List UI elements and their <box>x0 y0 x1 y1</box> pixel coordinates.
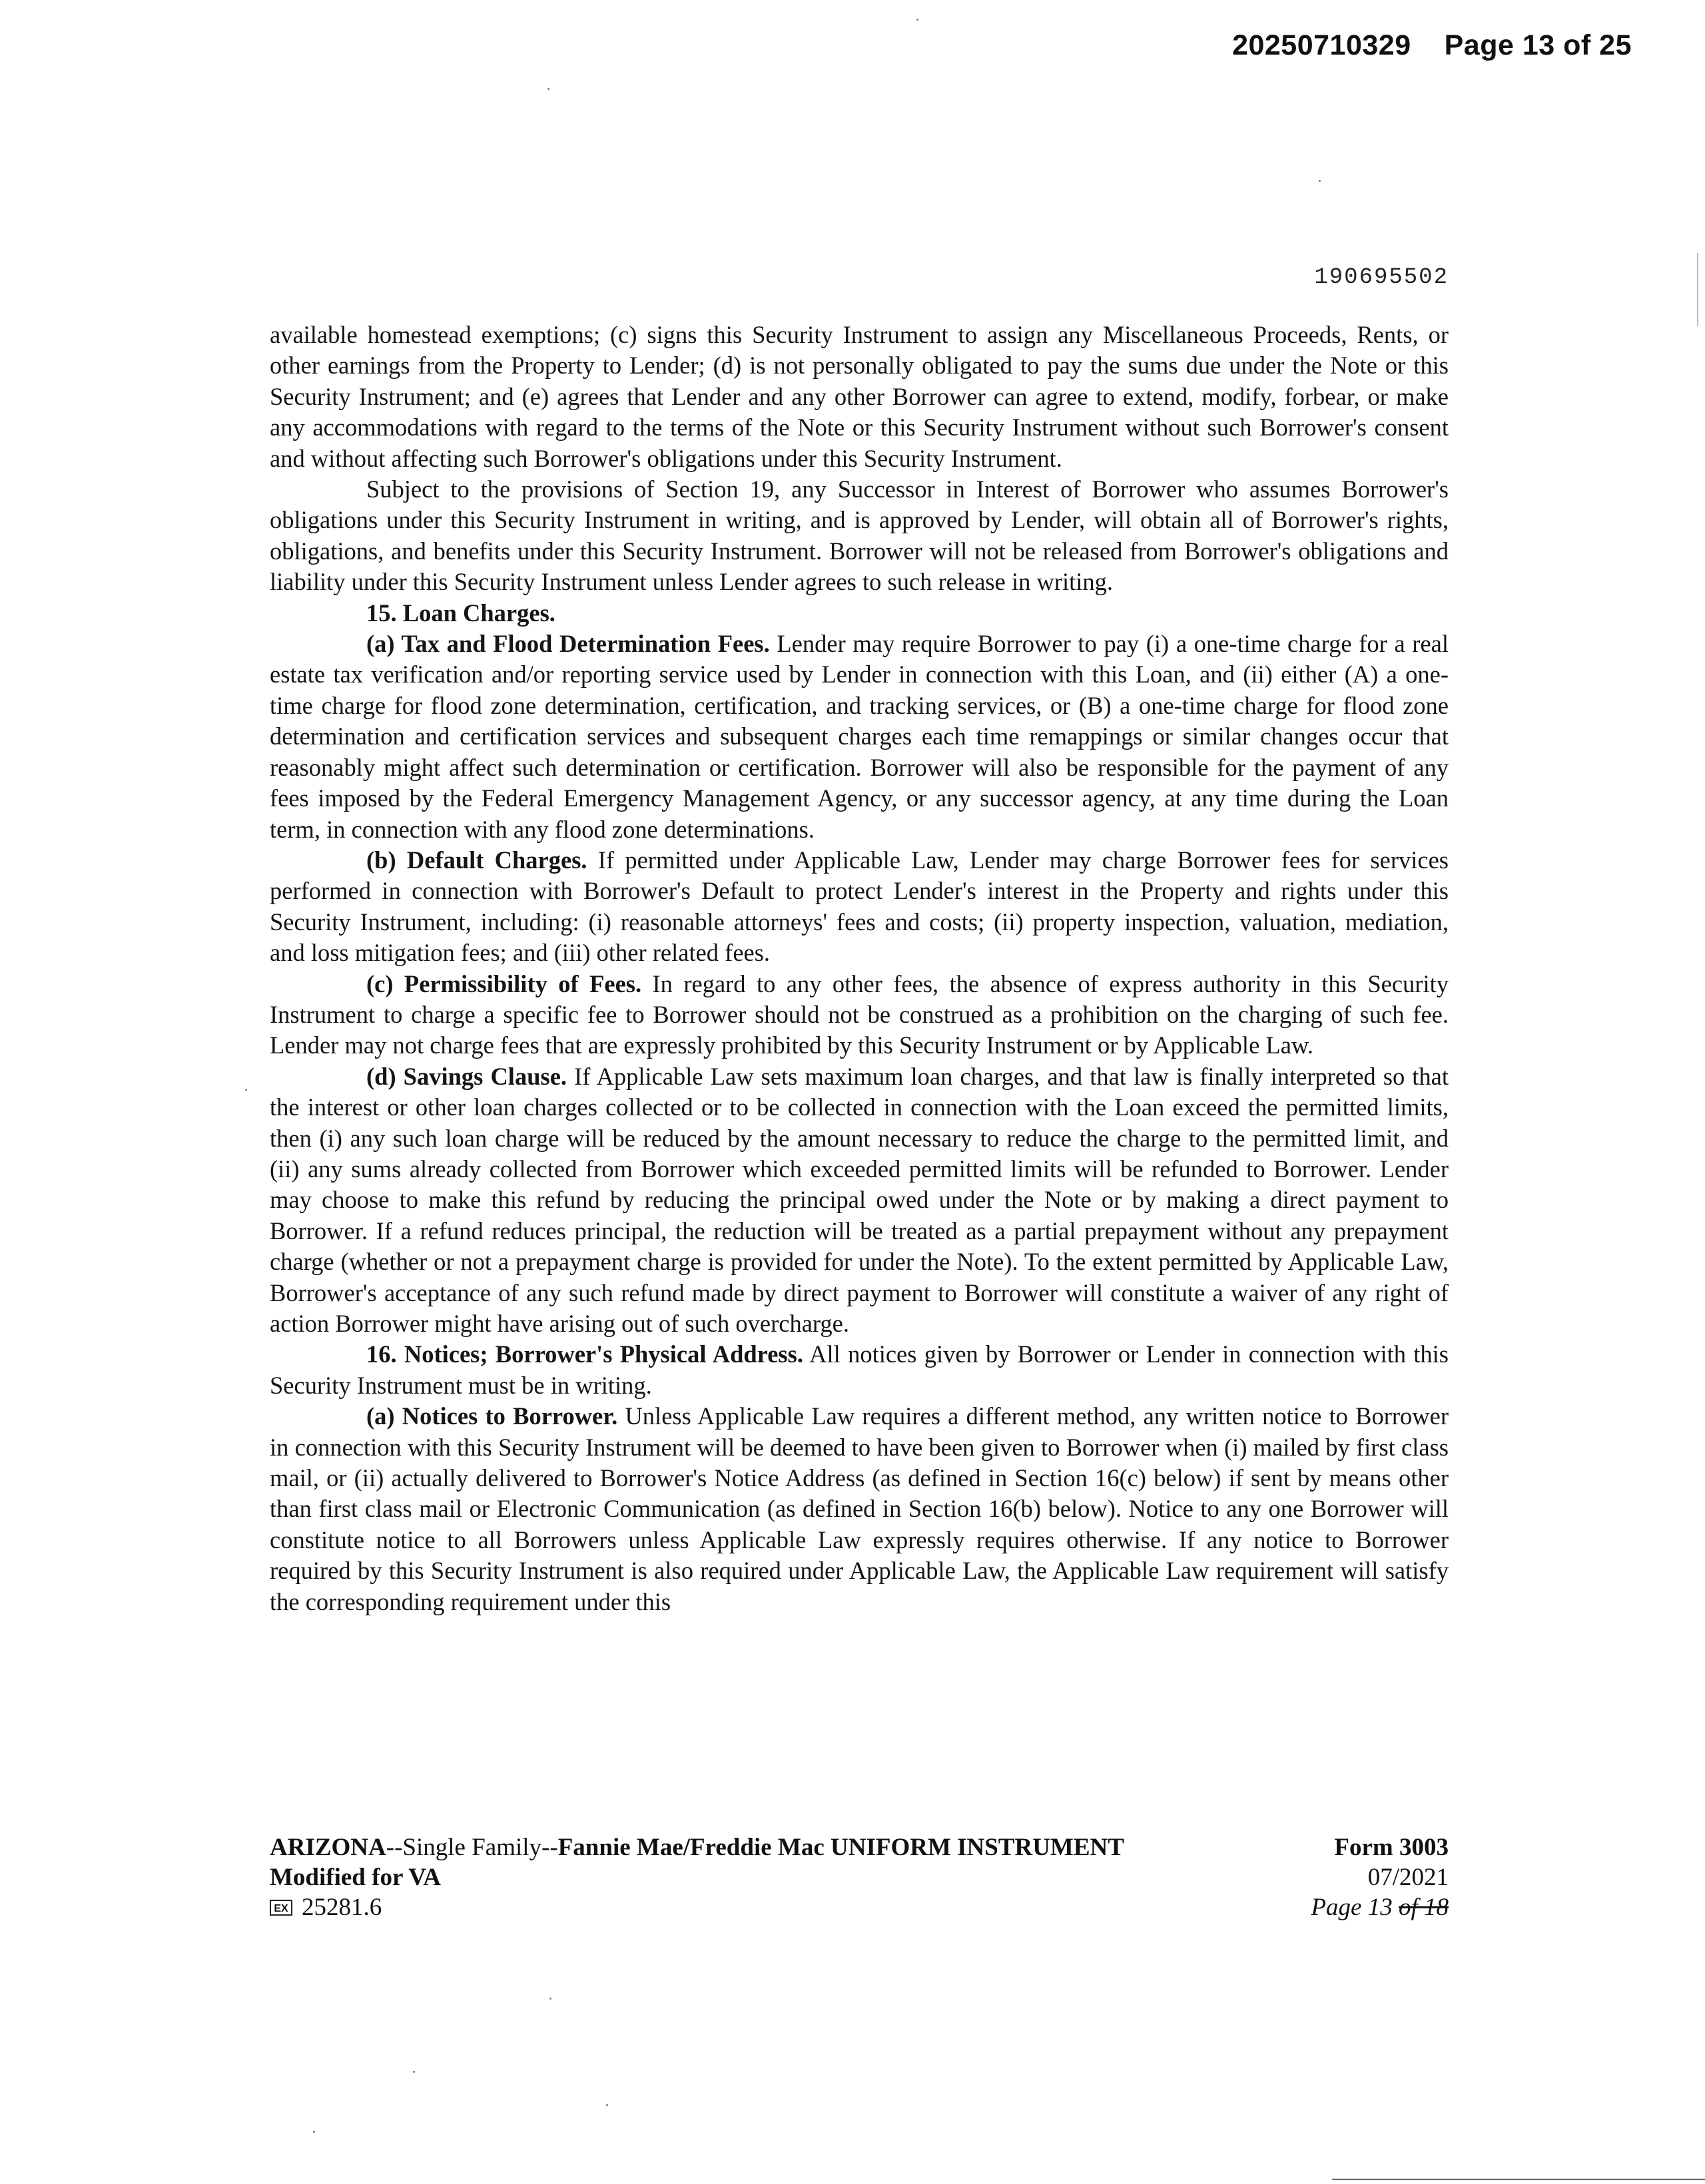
section-15-heading: 15. Loan Charges. <box>366 599 555 627</box>
section-15b-title: (b) Default Charges. <box>366 846 587 874</box>
footer-doc-code: 25281.6 <box>302 1894 382 1921</box>
section-15c-title: (c) Permissibility of Fees. <box>366 969 642 997</box>
footer-page-number: Page 13 of 18 <box>1311 1894 1449 1921</box>
footer-form-number: Form 3003 <box>1334 1834 1449 1861</box>
ellie-mae-logo-icon: EX <box>270 1900 292 1916</box>
section-15b <box>270 845 1449 969</box>
scan-edge-mark <box>1697 253 1698 326</box>
scan-speck <box>916 19 918 21</box>
section-16a <box>270 1401 1449 1617</box>
section-15d <box>270 1061 1449 1340</box>
scan-speck <box>549 1998 551 2000</box>
section-16-text: All notices given by Borrower or Lender in connection with this Security Instrument must be in writing. <box>270 1340 1449 1399</box>
section-15a <box>270 629 1449 845</box>
section-15a-title: (a) Tax and Flood Determination Fees. <box>366 630 770 658</box>
section-15a-text: Lender may require Borrower to pay (i) a one-time charge for a real estate tax verification and/or reporting service used by Lender in connection with this Loan, and (ii) either (A) a one-time charge for flood zone determination, certification, and tracking services, or (B) a one-time charge for flood zone determination and certification services and subsequent charges each time remappings or similar changes occur that reasonably might affect such determination or certification. Borrower will also be responsible for the payment of any fees imposed by the Federal Emergency Management Agency, or any successor agency, at any time during the Loan term, in connection with any flood zone determinations. <box>270 630 1449 843</box>
footer-doc-code-row <box>270 1892 1124 1922</box>
section-15c-text: In regard to any other fees, the absence of express authority in this Security Instrument to charge a specific fee to Borrower should not be construed as a prohibition on the charging of such fee. Lender may not charge fees that are expressly prohibited by this Security Instrument or by Applicable Law. <box>270 969 1449 1059</box>
scan-speck <box>606 2104 608 2106</box>
footer-instrument-title <box>270 1832 1124 1862</box>
section-16 <box>270 1339 1449 1401</box>
paragraph-continued: available homestead exemptions; (c) signs this Security Instrument to assign any Miscellaneous Proceeds, Rents, or other earnings from the Property to Lender; (d) is not personally obligated to pay the sums due under the Note or this Security Instrument; and (e) agrees that Lender and any other Borrower can agree to extend, modify, forbear, or make any accommodations with regard to the terms of the Note or this Security Instrument without such Borrower's consent and without affecting such Borrower's obligations under this Security Instrument. <box>270 321 1449 472</box>
section-16-title: 16. Notices; Borrower's Physical Address. <box>366 1340 803 1368</box>
section-15d-title: (d) Savings Clause. <box>366 1062 567 1090</box>
footer-state: ARIZONA <box>270 1834 386 1861</box>
loan-number: 190695502 <box>1314 265 1449 290</box>
footer-page-total-struck: of 18 <box>1398 1894 1449 1921</box>
recording-number: 20250710329 <box>1232 29 1411 61</box>
scan-bottom-rule <box>1332 2179 1705 2180</box>
section-16a-text: Unless Applicable Law requires a different method, any written notice to Borrower in connection with this Security Instrument will be deemed to have been given to Borrower when (i) mailed by first class mail, or (ii) actually delivered to Borrower's Notice Address (as defined in Section 16(c) below) if sent by means other than first class mail or Electronic Communication (as defined in Section 16(b) below). Notice to any one Borrower will constitute notice to all Borrowers unless Applicable Law expressly requires otherwise. If any notice to Borrower required by this Security Instrument is also required under Applicable Law, the Applicable Law requirement will satisfy the corresponding requirement under this <box>270 1402 1449 1615</box>
footer-family-type: --Single Family-- <box>386 1834 558 1861</box>
section-15d-text: If Applicable Law sets maximum loan charges, and that law is finally interpreted so that the interest or other loan charges collected or to be collected in connection with the Loan exceed the permitted limits, then (i) any such loan charge will be reduced by the amount necessary to reduce the charge to the permitted limit, and (ii) any sums already collected from Borrower which exceeded permitted limits will be refunded to Borrower. Lender may choose to make this refund by reducing the principal owed under the Note or by making a direct payment to Borrower. If a refund reduces principal, the reduction will be treated as a partial prepayment without any prepayment charge (whether or not a prepayment charge is provided for under the Note). To the extent permitted by Applicable Law, Borrower's acceptance of any such refund made by direct payment to Borrower will constitute a waiver of any right of action Borrower might have arising out of such overcharge. <box>270 1062 1449 1337</box>
section-15b-text: If permitted under Applicable Law, Lender may charge Borrower fees for services performed in connection with Borrower's Default to protect Lender's interest in the Property and rights under this Security Instrument, including: (i) reasonable attorneys' fees and costs; (ii) property inspection, valuation, mediation, and loss mitigation fees; and (iii) other related fees. <box>270 846 1449 967</box>
footer-right <box>1311 1832 1449 1922</box>
scan-speck <box>413 2071 415 2073</box>
document-body <box>270 320 1449 1617</box>
scan-speck <box>1319 180 1321 182</box>
section-16a-title: (a) Notices to Borrower. <box>366 1402 618 1430</box>
scan-speck <box>313 2131 315 2133</box>
paragraph-successor-in-interest: Subject to the provisions of Section 19, any Successor in Interest of Borrower who assumes Borrower's obligations under this Security Instrument in writing, and is approved by Lender, will obtain all of Borrower's rights, obligations, and benefits under this Security Instrument. Borrower will not be released from Borrower's obligations and liability under this Security Instrument unless Lender agrees to such release in writing. <box>270 475 1449 596</box>
recording-page-label: Page 13 of 25 <box>1444 29 1632 61</box>
footer-modified: Modified for VA <box>270 1864 441 1891</box>
section-15c <box>270 969 1449 1061</box>
scan-speck <box>547 88 549 90</box>
footer-left <box>270 1832 1124 1922</box>
footer-instrument-name: Fannie Mae/Freddie Mac UNIFORM INSTRUMENT <box>557 1834 1124 1861</box>
recording-stamp <box>1232 29 1632 62</box>
scan-speck <box>245 1089 247 1091</box>
footer-form-date: 07/2021 <box>1367 1864 1449 1891</box>
